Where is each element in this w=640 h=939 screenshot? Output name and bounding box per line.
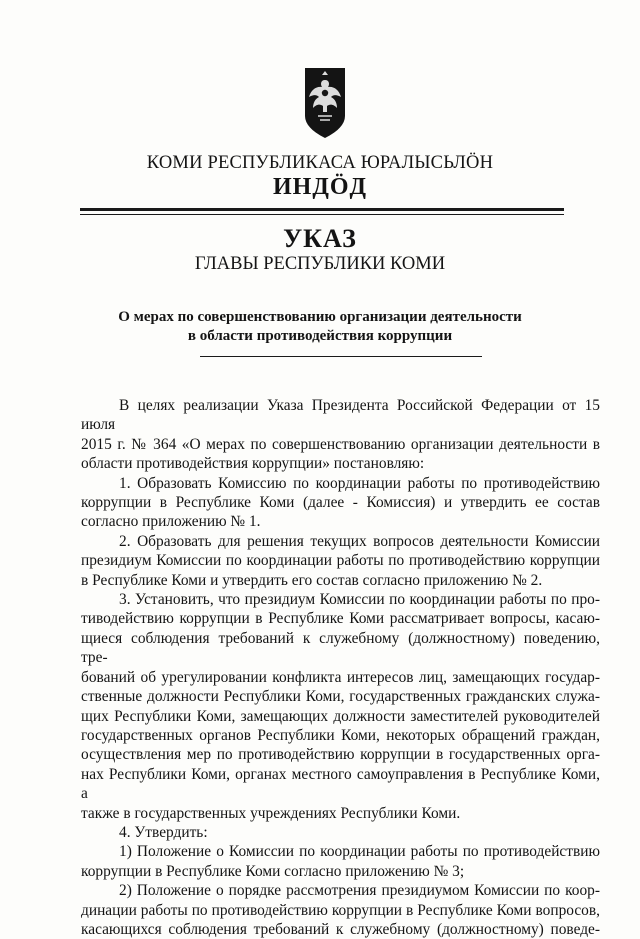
header-divider-thick <box>80 208 564 211</box>
subject-line: в области противодействия коррупции <box>187 328 453 344</box>
body-paragraph <box>81 532 600 590</box>
body-paragraph <box>81 474 600 532</box>
document-body <box>81 396 600 939</box>
document-type: УКАЗ <box>283 224 357 253</box>
body-line: ственные должности Республики Коми, государственных гражданских служа- <box>81 688 600 706</box>
body-line: щиеся соблюдения требований к служебному (должностному) поведению, тре- <box>81 629 600 667</box>
body-line: тиводействию коррупции в Республике Коми рассматривает вопросы, касаю- <box>81 610 600 628</box>
subject-underline <box>200 356 482 357</box>
body-line: 1. Образовать Комиссию по координации работы по противодействию <box>119 474 600 492</box>
document-subject <box>0 308 640 346</box>
body-line: динации работы по противодействию коррупции в Республике Коми вопросов, <box>81 901 600 919</box>
body-line: государственных органов Республики Коми, некоторых обращений граждан, <box>81 726 600 744</box>
body-line: также в государственных учреждениях Республики Коми. <box>81 804 461 822</box>
document-issuer: ГЛАВЫ РЕСПУБЛИКИ КОМИ <box>194 254 446 274</box>
body-paragraph <box>81 842 600 881</box>
body-line: коррупции в Республике Коми (далее - Комиссия) и утвердить ее состав <box>81 494 600 512</box>
body-line: щих Республики Коми, замещающих должности заместителей руководителей <box>81 707 600 725</box>
komi-coat-of-arms-icon <box>302 66 348 140</box>
body-line: коррупции в Республике Коми согласно приложению № 3; <box>81 862 465 880</box>
body-line: В целях реализации Указа Президента Российской Федерации от 15 июля <box>81 397 600 434</box>
body-line: осуществления мер по противодействию коррупции в государственных орга- <box>81 746 600 764</box>
body-line: бований об урегулировании конфликта интересов лиц, замещающих государ- <box>81 668 600 686</box>
body-line: 2015 г. № 364 «О мерах по совершенствованию организации деятельности в <box>81 435 600 453</box>
body-line: в Республике Коми и утвердить его состав согласно приложению № 2. <box>81 571 543 589</box>
body-line: нах Республики Коми, органах местного самоуправления в Республике Коми, а <box>81 765 600 803</box>
body-paragraph <box>81 396 600 474</box>
body-line: согласно приложению № 1. <box>81 513 261 531</box>
body-line: 3. Установить, что президиум Комиссии по координации работы по про- <box>119 591 600 609</box>
body-line: 2) Положение о порядке рассмотрения президиумом Комиссии по коор- <box>119 882 600 900</box>
republic-name-komi: КОМИ РЕСПУБЛИКАСА ЮРАЛЫСЬЛÖН <box>146 153 494 173</box>
body-line: касающихся соблюдения требований к служебному (должностному) поведе- <box>81 920 600 938</box>
body-line: 4. Утвердить: <box>119 823 208 841</box>
subject-line: О мерах по совершенствованию организации деятельности <box>118 309 522 325</box>
body-line: президиум Комиссии по координации работы по противодействию коррупции <box>81 552 600 570</box>
body-paragraph <box>81 823 600 842</box>
body-paragraph <box>81 881 600 939</box>
body-line: 2. Образовать для решения текущих вопросов деятельности Комиссии <box>119 532 600 550</box>
body-line: области противодействия коррупции» постановляю: <box>81 455 425 473</box>
body-paragraph <box>81 590 600 823</box>
document-type-komi: ИНДÖД <box>272 174 368 200</box>
header-divider-thin <box>80 214 564 215</box>
body-line: 1) Положение о Комиссии по координации работы по противодействию <box>119 843 600 861</box>
